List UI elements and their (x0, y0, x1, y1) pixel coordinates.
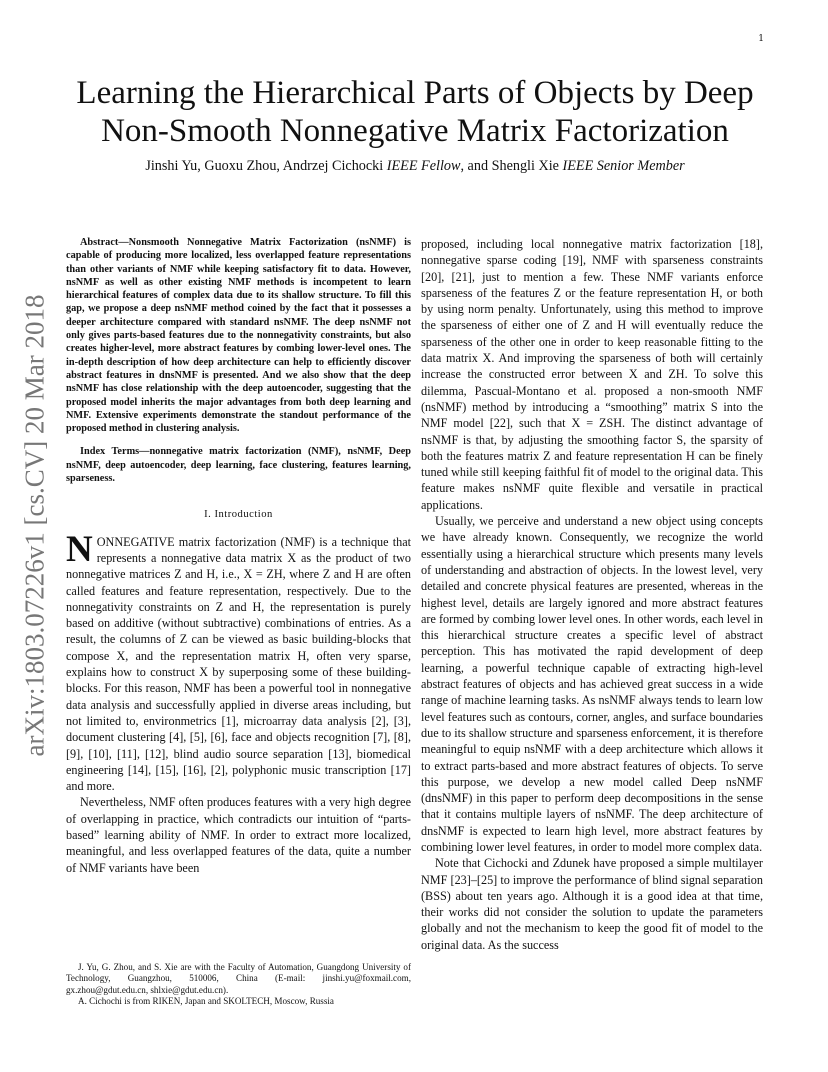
right-column (421, 236, 763, 953)
footnote-affiliation: J. Yu, G. Zhou, and S. Xie are with the Faculty of Automation, Guangdong University of Technology, Guangzhou, 510006, China (E-mail: jinshi.yu@foxmail.com, gx.zhou@gdut.edu.cn, shlxie@gdut.edu.cn). (66, 962, 411, 995)
author-role-2: IEEE Senior Member (562, 158, 685, 174)
paper-title: Learning the Hierarchical Parts of Objects by Deep Non-Smooth Nonnegative Matrix Factorization (76, 75, 754, 149)
intro-paragraph-2: Nevertheless, NMF often produces features with a very high degree of overlapping in practice, which contradicts our intuition of “parts-based” learning ability of NMF. In order to extract more localized, meaningful, and less overlapped features of the data, quite a number of NMF variants have been (66, 795, 411, 875)
abstract: Abstract—Nonsmooth Nonnegative Matrix Factorization (nsNMF) is capable of producing more localized, less overlapped feature representations than other variants of NMF while keeping satisfactory fit to data. However, nsNMF as well as other existing NMF methods is incompetent to learn hierarchical features of complex data due to its shallow structure. To fill this gap, we propose a deep nsNMF method coined by the fact that it possesses a deeper architecture compared with standard nsNMF. The deep nsNMF not only gives parts-based features due to the nonnegativity constraints, but also creates higher-level, more abstract features by combing lower-level ones. The in-depth description of how deep architecture can help to efficiently discover abstract features in dnsNMF is presented. And we also show that the deep nsNMF has close relationship with the deep autoencoder, suggesting that the proposed model inherits the major advantages from both deep learning and NMF. Extensive experiments demonstrate the standout performance of the proposed method in clustering analysis. (66, 237, 411, 435)
author-names-2: , and Shengli Xie (460, 158, 563, 174)
footnotes (66, 962, 411, 1008)
page-number: 1 (758, 34, 764, 44)
right-paragraph-1: proposed, including local nonnegative matrix factorization [18], nonnegative sparse coding [19], NMF with sparseness constraints [20], [21], just to mention a few. These NMF variants enforce sparseness of the features Z or the feature representation H, or both by using norm penalty. Unfortunately, using this method to improve the sparseness of either one of Z and H will eventually reduce the sparseness of the other one in order to keep reasonable fitting to the data matrix X. And improving the sparseness of both will certainly increase the constructed error between X and ZH. To solve this dilemma, Pascual-Montano et al. proposed a non-smooth NMF (nsNMF) method by introducing a “smoothing” matrix S into the NMF model [22], such that X = ZSH. The distinct advantage of nsNMF is that, by adjusting the smoothing factor S, the sparsity of both the features matrix Z and feature representation H can be finely tuned while still keeping faithful fit of model to the original data. This feature makes nsNMF quite flexible and versatile in practical applications. (421, 237, 763, 512)
arxiv-stamp: arXiv:1803.07226v1 [cs.CV] 20 Mar 2018 (19, 294, 50, 757)
drop-cap: N (66, 528, 93, 570)
author-line (60, 158, 770, 175)
intro-paragraph-1 (66, 528, 411, 795)
author-role-1: IEEE Fellow (386, 158, 461, 174)
intro-paragraph-1-text: ONNEGATIVE matrix factorization (NMF) is a technique that represents a nonnegative data matrix X as the product of two nonnegative matrices Z and H, i.e., X = ZH, where Z and H are often called features and feature representation, respectively. Due to the nonnegativity constraints on Z and H, the representation is purely based on additive (without subtractive) combinations of entries. As a result, the columns of Z can be viewed as basic building-blocks that compose X, and the representation matrix H, often very sparse, explains how to construct X by superposing some of these building-blocks. For this reason, NMF has been a powerful tool in nonnegative data analysis and successfully applied in diverse areas including, but not limited to, environmetrics [1], microarray data analysis [2], [3], document clustering [4], [5], [6], face and objects recognition [7], [8], [9], [10], [11], [12], blind audio source separation [13], biomedical engineering [14], [15], [16], [2], polyphonic music transcription [17] and more. (66, 534, 411, 794)
left-column (66, 236, 411, 876)
index-terms: Index Terms—nonnegative matrix factorization (NMF), nsNMF, Deep nsNMF, deep autoencoder, deep learning, face clustering, features learning, sparseness. (66, 446, 411, 485)
right-paragraph-2: Usually, we perceive and understand a new object using concepts we have already known. Consequently, we recognize the world essentially using a hierarchical structure which presents many levels of understanding and abstraction of objects. In the lowest level, very detailed and concrete physical features are presented, whereas in the highest level, details are largely ignored and more abstract features are formed by combing lower level ones. In other words, each level in this hierarchical structure creates a specific level of abstract perception. This has motivated the rapid development of deep learning, a powerful technique capable of extracting high-level abstract features of objects and has achieved great success in a wide range of machine learning tasks. As nsNMF always tends to learn low level features such as contours, corner, angles, and surface boundaries due to its shallow structure and sparseness enforcement, it is therefore meaningful to equip nsNMF with a deep architecture which allows it to extract parts-based and more abstract features of objects. To serve this purpose, we develop a new model called Deep nsNMF (dnsNMF) in this paper to perform deep decompositions in the sense that it contains multiple layers of nsNMF. The deep architecture of dnsNMF is expected to learn high level, more abstract features by combining lower level features, in order to model more complex data. (421, 514, 763, 854)
right-paragraph-3: Note that Cichocki and Zdunek have proposed a simple multilayer NMF [23]–[25] to improve the performance of blind signal separation (BSS) about ten years ago. Although it is a good idea at that time, their works did not consider the solution to update the parameters globally and not the mechanism to keep the good fit of model to the original data. As the success (421, 856, 763, 952)
section-heading: I. Introduction (204, 509, 273, 521)
author-names-1: Jinshi Yu, Guoxu Zhou, Andrzej Cichocki (145, 158, 387, 174)
footnote-cichocki: A. Cichochi is from RIKEN, Japan and SKOLTECH, Moscow, Russia (78, 996, 334, 1007)
